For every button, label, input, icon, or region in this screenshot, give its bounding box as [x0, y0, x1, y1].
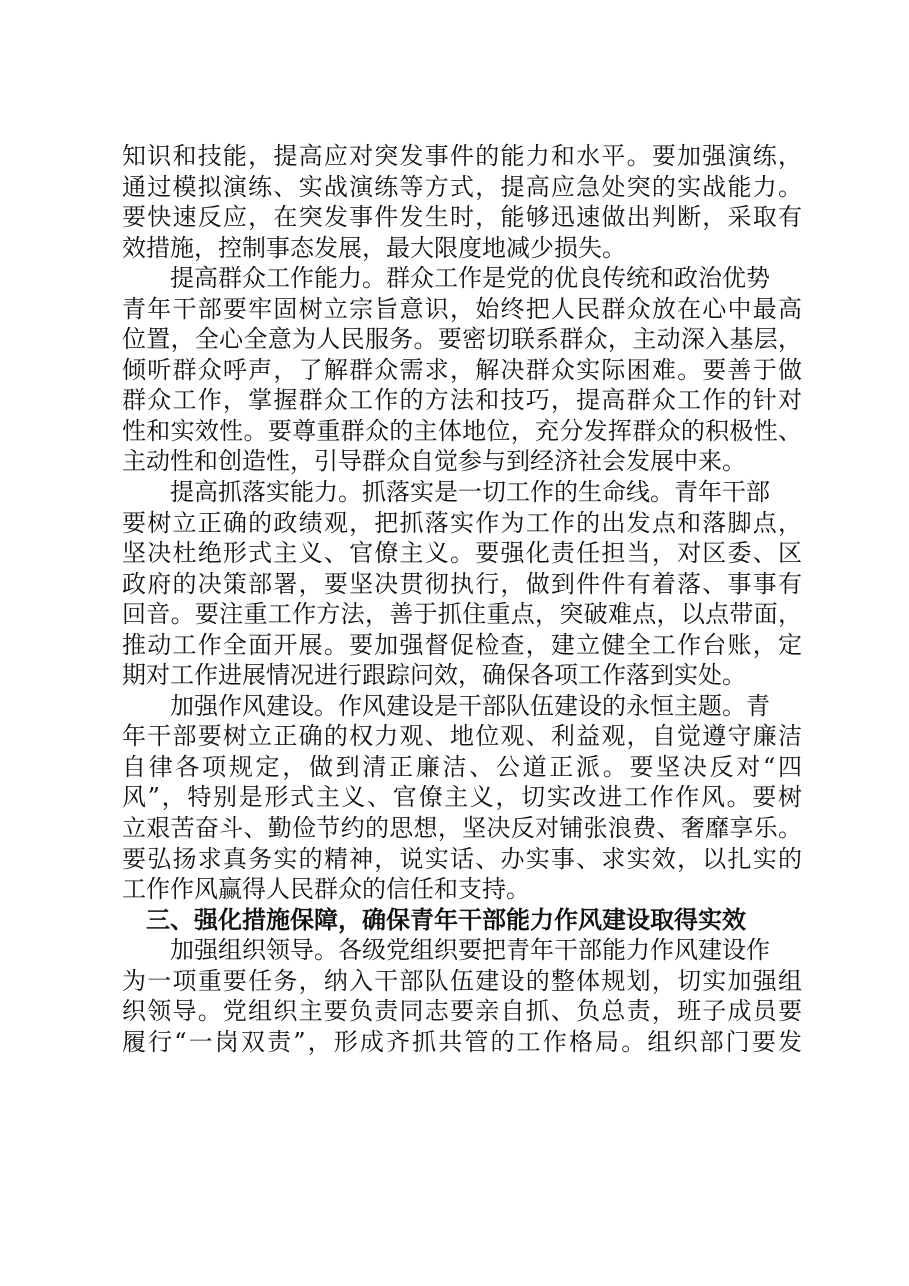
text-line-13: 要树立正确的政绩观，把抓落实作为工作的出发点和落脚点， [122, 508, 802, 537]
text-line-5: 提高群众工作能力。群众工作是党的优良传统和政治优势 [170, 264, 770, 293]
text-line-23: 立艰苦奋斗、勤俭节约的思想，坚决反对铺张浪费、奢靡享乐。 [122, 814, 802, 843]
text-line-7: 位置，全心全意为人民服务。要密切联系群众，主动深入基层， [122, 325, 802, 354]
text-line-25: 工作作风赢得人民群众的信任和支持。 [122, 875, 530, 904]
text-line-8: 倾听群众呼声，了解群众需求，解决群众实际困难。要善于做 [122, 355, 802, 384]
text-line-30: 履行“一岗双责”，形成齐抓共管的工作格局。组织部门要发 [122, 1027, 802, 1056]
text-line-3: 要快速反应，在突发事件发生时，能够迅速做出判断，采取有 [122, 203, 802, 232]
document-body [122, 141, 802, 1057]
section-heading: 三、强化措施保障，确保青年干部能力作风建设取得实效 [146, 904, 746, 934]
text-line-2: 通过模拟演练、实战演练等方式，提高应急处突的实战能力。 [122, 172, 802, 201]
text-line-10: 性和实效性。要尊重群众的主体地位，充分发挥群众的积极性、 [122, 416, 802, 445]
text-line-17: 推动工作全面开展。要加强督促检查，建立健全工作台账，定 [122, 630, 802, 659]
text-line-12: 提高抓落实能力。抓落实是一切工作的生命线。青年干部 [170, 478, 770, 507]
text-line-9: 群众工作，掌握群众工作的方法和技巧，提高群众工作的针对 [122, 386, 802, 415]
text-line-22: 风”，特别是形式主义、官僚主义，切实改进工作作风。要树 [122, 783, 802, 812]
text-line-18: 期对工作进展情况进行跟踪问效，确保各项工作落到实处。 [122, 661, 746, 690]
text-line-1: 知识和技能，提高应对突发事件的能力和水平。要加强演练， [122, 142, 802, 170]
text-line-28: 为一项重要任务，纳入干部队伍建设的整体规划，切实加强组 [122, 966, 802, 995]
text-line-4: 效措施，控制事态发展，最大限度地减少损失。 [122, 233, 626, 262]
text-line-21: 自律各项规定，做到清正廉洁、公道正派。要坚决反对“四 [122, 752, 802, 781]
text-line-24: 要弘扬求真务实的精神，说实话、办实事、求实效，以扎实的 [122, 844, 802, 873]
text-line-19: 加强作风建设。作风建设是干部队伍建设的永恒主题。青 [170, 691, 770, 720]
text-line-16: 回音。要注重工作方法，善于抓住重点，突破难点，以点带面， [122, 600, 802, 629]
text-line-6: 青年干部要牢固树立宗旨意识，始终把人民群众放在心中最高 [122, 294, 802, 323]
text-line-29: 织领导。党组织主要负责同志要亲自抓、负总责，班子成员要 [122, 997, 802, 1026]
text-line-27: 加强组织领导。各级党组织要把青年干部能力作风建设作 [170, 936, 770, 965]
text-line-20: 年干部要树立正确的权力观、地位观、利益观，自觉遵守廉洁 [122, 722, 802, 751]
text-line-14: 坚决杜绝形式主义、官僚主义。要强化责任担当，对区委、区 [122, 539, 802, 568]
text-line-11: 主动性和创造性，引导群众自觉参与到经济社会发展中来。 [122, 447, 746, 476]
text-line-15: 政府的决策部署，要坚决贯彻执行，做到件件有着落、事事有 [122, 569, 802, 598]
